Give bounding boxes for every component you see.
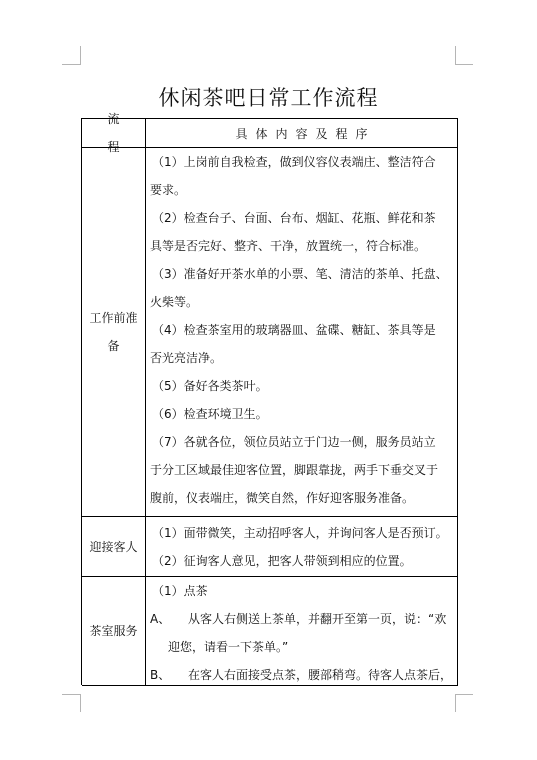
- row-content-greet: [146, 517, 458, 577]
- item-mark-a: A、: [150, 612, 171, 626]
- header-content: 具体内容及程序: [146, 119, 458, 148]
- table-header-row: [82, 112, 458, 154]
- list-item: B、 在客人右面接受点茶，腰部稍弯。待客人点茶后，: [150, 661, 454, 689]
- list-item: （3）准备好开茶水单的小票、笔、清洁的茶单、托盘、 火柴等。: [150, 267, 448, 309]
- row-label-service: 茶室服务: [82, 577, 146, 686]
- row-content-prep: [146, 148, 458, 517]
- list-item: （6）检查环境卫生。: [152, 407, 268, 421]
- list-item: （2）检查台子、台面、台布、烟缸、花瓶、鲜花和茶 具等是否完好、整齐、干净，放置统一，符合标准。: [150, 211, 436, 253]
- list-item: （1）点茶: [152, 584, 208, 598]
- list-item: （7）各就各位，领位员站立于门边一侧，服务员站立 于分工区域最佳迎客位置，脚跟靠拢，两手下垂交叉于 腹前，仪表端庄，微笑自然，作好迎客服务准备。: [150, 435, 439, 505]
- header-process: 流程: [82, 119, 146, 148]
- workflow-table: [81, 112, 458, 685]
- row-content-service: [146, 577, 458, 686]
- row-label-prep-line1: 工作前准: [89, 311, 138, 325]
- list-item: （5）备好各类茶叶。: [152, 379, 268, 393]
- list-item: （1）上岗前自我检查，做到仪容仪表端庄、整洁符合 要求。: [150, 155, 436, 197]
- row-label-greet: 迎接客人: [82, 517, 146, 577]
- table-row-service: [82, 577, 458, 686]
- row-label-prep-line2: 备: [107, 339, 120, 353]
- list-item: （4）检查茶室用的玻璃器皿、盆碟、糖缸、茶具等是 否光亮洁净。: [150, 323, 436, 365]
- row-label-prep: [82, 148, 146, 517]
- item-mark-b: B、: [150, 668, 171, 682]
- list-item: （1）面带微笑，主动招呼客人，并询问客人是否预订。 （2）征询客人意见，把客人带领到相应的位置。: [152, 526, 448, 568]
- list-item: A、 从客人右侧送上茶单，并翻开至第一页，说：“欢 迎您，请看一下茶单。”: [150, 605, 454, 661]
- table-row-greet: [82, 517, 458, 577]
- document-title: 休闲茶吧日常工作流程: [158, 86, 379, 110]
- table-row-prep: [82, 148, 458, 517]
